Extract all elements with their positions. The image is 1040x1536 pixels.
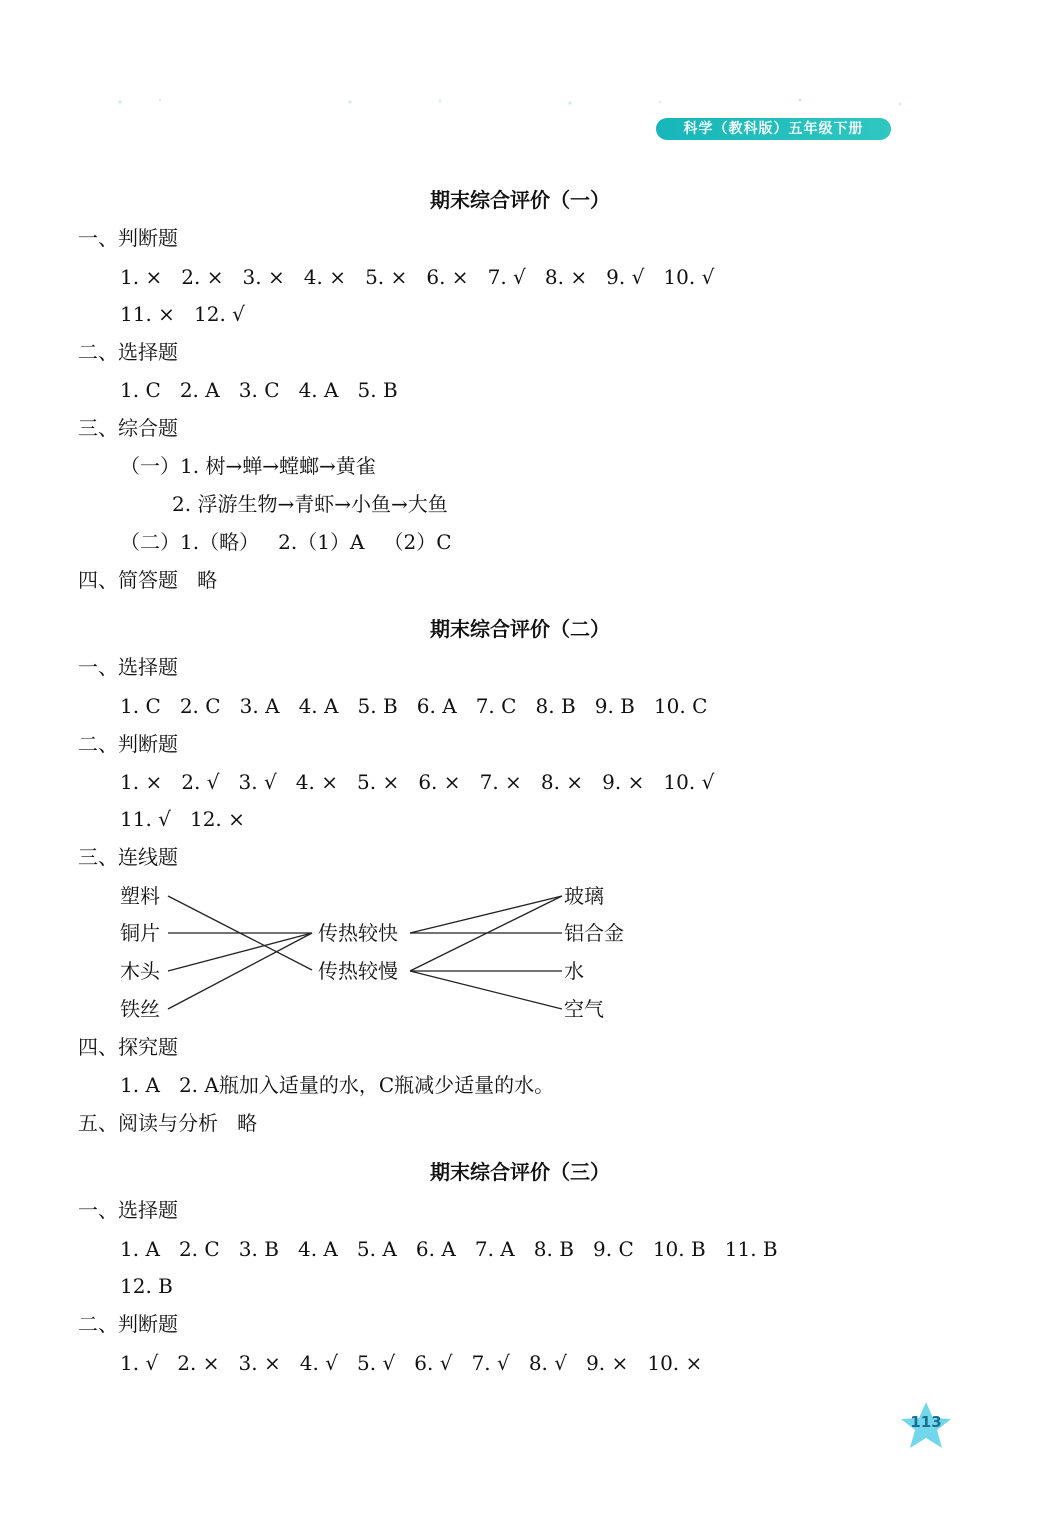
answer-line: 11. √ 12. ×	[120, 807, 245, 831]
section-heading: 二、选择题	[78, 340, 178, 364]
section-heading: 五、阅读与分析 略	[78, 1111, 258, 1135]
section-heading: 二、判断题	[78, 732, 178, 756]
answer-line: 12. B	[120, 1274, 173, 1298]
match-left-item: 铜片	[120, 921, 160, 945]
match-right-item: 空气	[564, 997, 604, 1021]
section-title-2: 期末综合评价（二）	[430, 617, 610, 641]
answer-line: 1. √ 2. × 3. × 4. √ 5. √ 6. √ 7. √ 8. √ 9. × 10. ×	[120, 1351, 703, 1375]
match-left-item: 木头	[120, 959, 160, 983]
section-heading: 四、探究题	[78, 1035, 178, 1059]
section-heading: 一、选择题	[78, 1198, 178, 1222]
answer-line: 1. × 2. √ 3. √ 4. × 5. × 6. × 7. × 8. × 9. × 10. √	[120, 770, 715, 794]
answer-line: 1. A 2. C 3. B 4. A 5. A 6. A 7. A 8. B 9. C 10. B 11. B	[120, 1237, 778, 1261]
answer-line: 2. 浮游生物→青虾→小鱼→大鱼	[172, 492, 448, 516]
match-left-item: 塑料	[120, 884, 160, 908]
match-mid-item: 传热较快	[318, 921, 398, 945]
section-heading: 二、判断题	[78, 1312, 178, 1336]
answer-line: 11. × 12. √	[120, 302, 245, 326]
section-heading: 一、判断题	[78, 226, 178, 250]
textbook-badge: 科学（教科版）五年级下册	[656, 118, 891, 140]
answer-line: （一）1. 树→蝉→螳螂→黄雀	[120, 454, 376, 478]
answer-line: 1. × 2. × 3. × 4. × 5. × 6. × 7. √ 8. × 9. √ 10. √	[120, 265, 715, 289]
section-heading: 一、选择题	[78, 655, 178, 679]
page-number: 113	[910, 1413, 942, 1431]
match-mid-item: 传热较慢	[318, 959, 398, 983]
section-title-3: 期末综合评价（三）	[430, 1160, 610, 1184]
match-left-item: 铁丝	[120, 997, 160, 1021]
match-right-item: 水	[564, 959, 584, 983]
answer-line: 1. A 2. A瓶加入适量的水，C瓶减少适量的水。	[120, 1073, 555, 1097]
section-heading: 三、连线题	[78, 845, 178, 869]
match-right-item: 玻璃	[564, 884, 604, 908]
answer-line: 1. C 2. A 3. C 4. A 5. B	[120, 378, 398, 402]
section-heading: 四、简答题 略	[78, 568, 218, 592]
section-title-1: 期末综合评价（一）	[430, 188, 610, 212]
match-right-item: 铝合金	[564, 921, 624, 945]
answer-line: （二）1.（略） 2.（1）A （2）C	[120, 530, 452, 554]
section-heading: 三、综合题	[78, 416, 178, 440]
answer-line: 1. C 2. C 3. A 4. A 5. B 6. A 7. C 8. B 9. B 10. C	[120, 694, 708, 718]
